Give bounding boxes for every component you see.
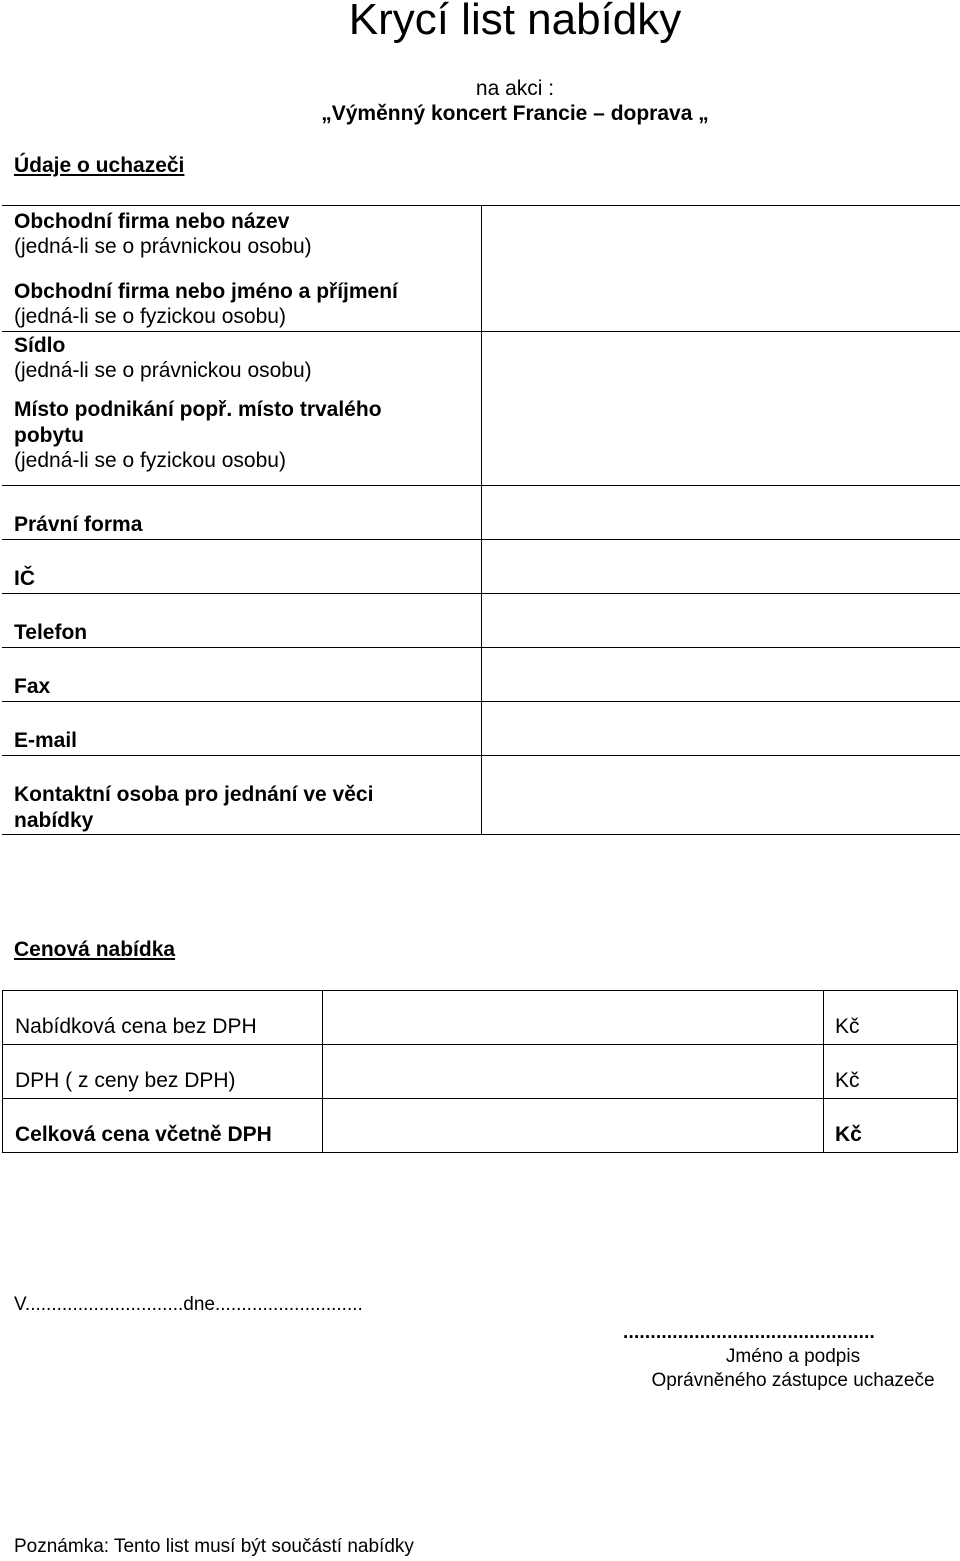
applicant-row-company-name <box>2 206 960 332</box>
document-title: Krycí list nabídky <box>348 0 682 44</box>
signature-line: .............................................. <box>623 1322 876 1343</box>
row-label <box>2 206 481 332</box>
row-main-label: Sídlo <box>14 334 66 357</box>
company-name-field[interactable] <box>481 206 960 332</box>
applicant-row-legal-form <box>2 486 960 540</box>
row-main-label: Místo podnikání popř. místo trvalého pobytu <box>14 398 382 447</box>
applicant-row-ic <box>2 540 960 594</box>
row-label <box>2 648 481 702</box>
row-label <box>2 702 481 756</box>
price-row-vat <box>3 1045 958 1099</box>
applicant-row-fax <box>2 648 960 702</box>
row-main-label: Fax <box>14 675 51 698</box>
phone-field[interactable] <box>481 594 960 648</box>
event-prefix: na akci : <box>475 77 555 100</box>
row-label <box>2 540 481 594</box>
row-main-label: Právní forma <box>14 513 143 536</box>
seat-field[interactable] <box>481 332 960 486</box>
currency-label: Kč <box>824 1045 958 1099</box>
price-row-net <box>3 991 958 1045</box>
applicant-row-seat <box>2 332 960 486</box>
price-label: Nabídková cena bez DPH <box>3 991 323 1045</box>
currency-label: Kč <box>824 991 958 1045</box>
row-label <box>2 594 481 648</box>
applicant-table <box>2 205 960 835</box>
row-label <box>2 332 481 486</box>
event-name: „Výměnný koncert Francie – doprava „ <box>321 102 709 125</box>
currency-label: Kč <box>824 1099 958 1153</box>
ic-field[interactable] <box>481 540 960 594</box>
row-sublabel: (jedná-li se o právnickou osobu) <box>14 235 312 258</box>
applicant-row-contact-person <box>2 756 960 835</box>
price-label: Celková cena včetně DPH <box>3 1099 323 1153</box>
row-main-label: IČ <box>14 567 35 590</box>
row-main-label: Obchodní firma nebo jméno a příjmení <box>14 280 398 303</box>
price-section-heading: Cenová nabídka <box>14 938 176 961</box>
email-field[interactable] <box>481 702 960 756</box>
row-main-label: E-mail <box>14 729 78 752</box>
row-label <box>2 756 481 835</box>
row-sublabel: (jedná-li se o fyzickou osobu) <box>14 305 286 328</box>
price-row-total <box>3 1099 958 1153</box>
row-label <box>2 486 481 540</box>
price-label: DPH ( z ceny bez DPH) <box>3 1045 323 1099</box>
signature-caption-role: Oprávněného zástupce uchazeče <box>651 1370 935 1391</box>
row-main-label: Telefon <box>14 621 88 644</box>
vat-field[interactable] <box>323 1045 824 1099</box>
price-table <box>2 990 958 1153</box>
applicant-section-heading: Údaje o uchazeči <box>14 154 185 177</box>
contact-person-field[interactable] <box>481 756 960 835</box>
footer-note: Poznámka: Tento list musí být součástí nabídky <box>14 1536 414 1557</box>
legal-form-field[interactable] <box>481 486 960 540</box>
row-main-label: Kontaktní osoba pro jednání ve věci nabídky <box>14 783 374 832</box>
applicant-row-phone <box>2 594 960 648</box>
signature-caption: Jméno a podpis <box>725 1346 861 1367</box>
row-sublabel: (jedná-li se o fyzickou osobu) <box>14 449 286 472</box>
row-main-label: Obchodní firma nebo název <box>14 210 290 233</box>
total-price-field[interactable] <box>323 1099 824 1153</box>
fax-field[interactable] <box>481 648 960 702</box>
applicant-row-email <box>2 702 960 756</box>
place-date-line: V..............................dne............................ <box>14 1294 363 1315</box>
row-sublabel: (jedná-li se o právnickou osobu) <box>14 359 312 382</box>
net-price-field[interactable] <box>323 991 824 1045</box>
